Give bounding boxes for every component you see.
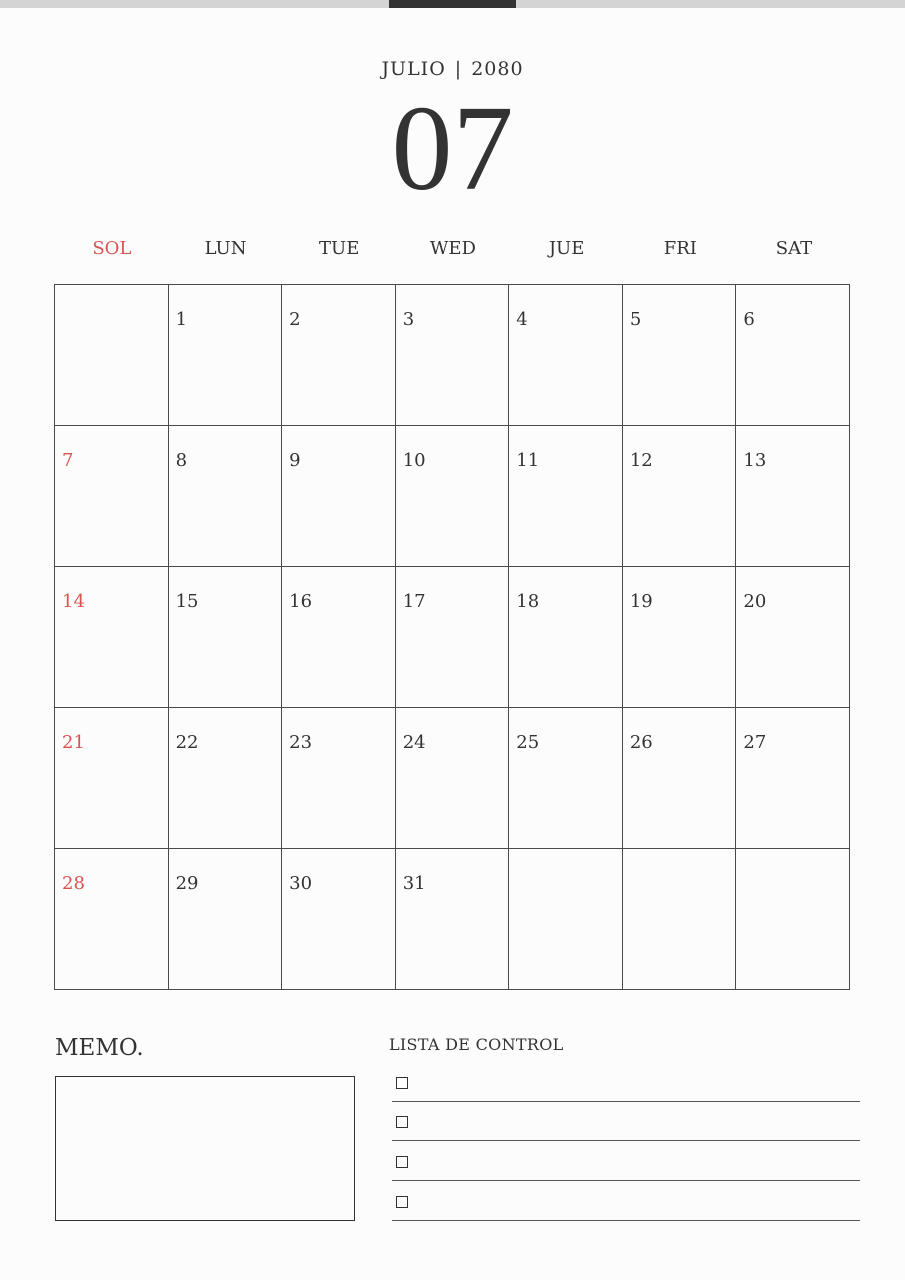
day-cell[interactable] xyxy=(509,708,623,849)
day-number: 1 xyxy=(175,309,188,330)
day-cell[interactable] xyxy=(623,708,737,849)
day-cell[interactable] xyxy=(623,567,737,708)
day-cell[interactable] xyxy=(55,567,169,708)
month-number: 07 xyxy=(391,81,514,216)
checklist-title: LISTA DE CONTROL xyxy=(389,1035,564,1054)
day-number: 20 xyxy=(743,591,767,612)
year: 2080 xyxy=(471,58,524,80)
day-cell[interactable] xyxy=(169,285,283,426)
day-cell[interactable] xyxy=(623,426,737,567)
day-number: 6 xyxy=(743,309,755,330)
weekday-lun: LUN xyxy=(204,238,247,259)
day-number: 29 xyxy=(175,873,199,894)
day-cell[interactable] xyxy=(736,426,850,567)
day-number: 9 xyxy=(289,450,301,471)
weekday-tue: TUE xyxy=(319,238,360,259)
day-cell[interactable] xyxy=(396,849,510,990)
checklist-row[interactable] xyxy=(392,1181,860,1221)
day-cell[interactable] xyxy=(169,426,283,567)
checkbox[interactable] xyxy=(396,1156,408,1168)
checklist-row[interactable] xyxy=(392,1062,860,1102)
weekday-fri: FRI xyxy=(663,238,697,259)
day-number: 2 xyxy=(289,309,301,330)
month-name: JULIO xyxy=(381,58,446,80)
day-number: 4 xyxy=(516,309,528,330)
day-cell[interactable] xyxy=(55,849,169,990)
weekday-header-row xyxy=(55,238,851,264)
day-cell[interactable] xyxy=(509,285,623,426)
checkbox[interactable] xyxy=(396,1116,408,1128)
day-number: 23 xyxy=(289,732,313,753)
day-cell[interactable] xyxy=(169,567,283,708)
calendar-grid xyxy=(54,284,850,990)
day-cell[interactable] xyxy=(282,567,396,708)
day-number: 28 xyxy=(62,873,85,894)
day-cell[interactable] xyxy=(396,426,510,567)
day-number: 11 xyxy=(516,450,540,471)
day-number: 12 xyxy=(629,450,653,471)
day-number: 30 xyxy=(289,873,313,894)
day-number: 19 xyxy=(629,591,653,612)
day-cell[interactable] xyxy=(509,849,623,990)
weekday-jue: JUE xyxy=(548,238,585,259)
day-number: 21 xyxy=(62,732,85,753)
day-number: 13 xyxy=(743,450,767,471)
checklist-row[interactable] xyxy=(392,1101,860,1141)
day-cell[interactable] xyxy=(396,708,510,849)
day-cell[interactable] xyxy=(55,285,169,426)
day-cell[interactable] xyxy=(55,708,169,849)
day-number: 7 xyxy=(62,450,74,471)
day-number: 5 xyxy=(629,309,642,330)
day-number: 17 xyxy=(402,591,426,612)
day-number: 24 xyxy=(402,732,426,753)
weekday-sol: SOL xyxy=(92,238,132,259)
day-cell[interactable] xyxy=(169,708,283,849)
day-cell[interactable] xyxy=(282,426,396,567)
checklist-row[interactable] xyxy=(392,1141,860,1181)
day-cell[interactable] xyxy=(736,849,850,990)
day-cell[interactable] xyxy=(509,567,623,708)
heading-separator: | xyxy=(454,58,463,80)
weekday-sat: SAT xyxy=(775,238,813,259)
day-number: 14 xyxy=(62,591,85,612)
day-number: 16 xyxy=(289,591,313,612)
day-cell[interactable] xyxy=(736,708,850,849)
day-number: 3 xyxy=(402,309,415,330)
day-cell[interactable] xyxy=(623,285,737,426)
day-number: 26 xyxy=(629,732,653,753)
day-cell[interactable] xyxy=(736,567,850,708)
day-number: 10 xyxy=(402,450,426,471)
day-cell[interactable] xyxy=(623,849,737,990)
day-cell[interactable] xyxy=(282,708,396,849)
day-cell[interactable] xyxy=(396,567,510,708)
day-number: 18 xyxy=(516,591,540,612)
memo-title: MEMO. xyxy=(55,1035,144,1061)
day-cell[interactable] xyxy=(55,426,169,567)
day-cell[interactable] xyxy=(509,426,623,567)
checkbox[interactable] xyxy=(396,1077,408,1089)
day-cell[interactable] xyxy=(736,285,850,426)
day-number: 15 xyxy=(175,591,199,612)
day-cell[interactable] xyxy=(282,849,396,990)
day-cell[interactable] xyxy=(396,285,510,426)
day-cell[interactable] xyxy=(169,849,283,990)
memo-box[interactable] xyxy=(55,1076,355,1221)
top-bar-accent xyxy=(389,0,516,8)
day-number: 27 xyxy=(743,732,767,753)
day-cell[interactable] xyxy=(282,285,396,426)
day-number: 31 xyxy=(402,873,426,894)
day-number: 22 xyxy=(175,732,199,753)
day-number: 8 xyxy=(175,450,188,471)
day-number: 25 xyxy=(516,732,540,753)
checkbox[interactable] xyxy=(396,1196,408,1208)
month-year-heading xyxy=(0,58,905,80)
weekday-wed: WED xyxy=(429,238,476,259)
